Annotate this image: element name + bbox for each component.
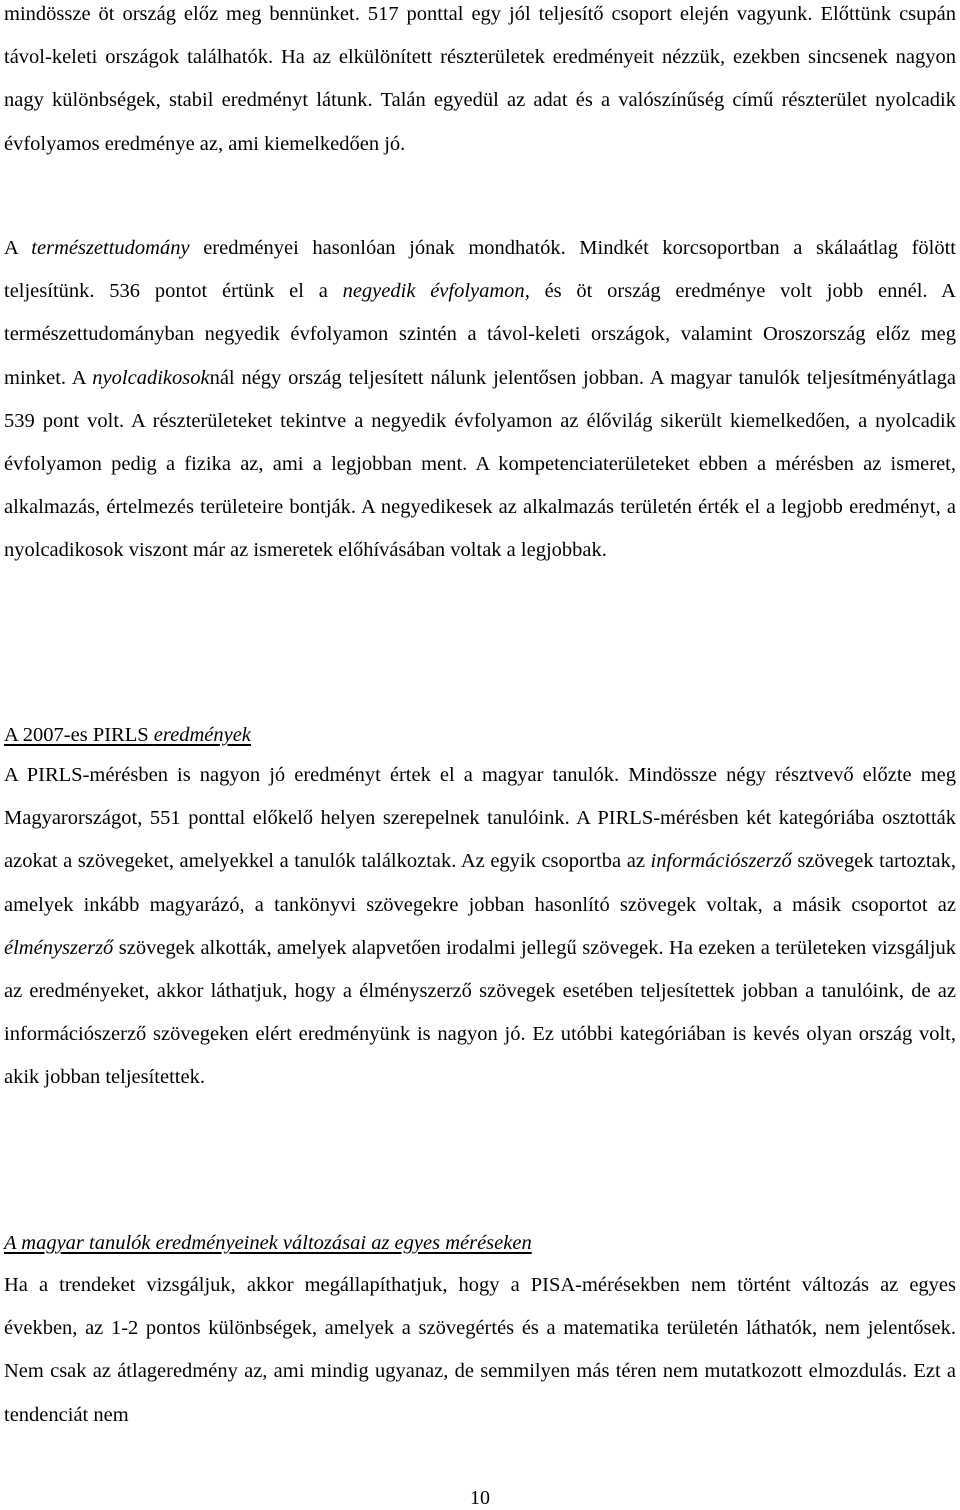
text-run: , és öt ország eredménye volt jobb ennél. A természettudományban negyedik évfolyamon szintén a távol-keleti országok, valamint Oroszország előz meg minket. A (4, 280, 956, 389)
text-run: szövegek tartoztak, amelyek inkább magyarázó, a tankönyvi szövegekre jobban hasonlító szövegek voltak, a másik csoportot az (4, 850, 957, 916)
paragraph-math-results (4, 0, 956, 166)
text-run: A PIRLS-mérésben is nagyon jó eredményt értek el a magyar tanulók. Mindössze négy résztvevő előzte meg Magyarországot, 551 ponttal előkelő helyen szerepelnek tanulóink. A PIRLS-mérésben két kategóriába osztották azokat a szövegeket, amelyekkel a tanulók találkoztak. Az egyik csoportba az (4, 764, 956, 873)
paragraph-text: Ha a trendeket vizsgáljuk, akkor megállapíthatjuk, hogy a PISA-mérésekben nem történt változás az egyes években, az 1-2 pontos különbségek, amelyek a szövegértés és a matematika területén láthatók, nem jelentősek. Nem csak az átlageredmény az, ami mindig ugyanaz, de semmilyen más téren nem mutatkozott elmozdulás. Ezt a tendenciát nem (4, 1274, 956, 1426)
text-run: nál négy ország teljesített nálunk jelentősen jobban. A magyar tanulók teljesítményátlaga 539 pont volt. A részterületeket tekintve a negyedik évfolyamon az élővilág sikerült kiemelkedően, a nyolcadik évfolyamon pedig a fizika az, ami a legjobban ment. A kompetenciaterületeket ebben a mérésben az ismeret, alkalmazás, értelmezés területeire bontják. A negyedikesek az alkalmazás területén érték el a legjobb eredményt, a nyolcadikosok viszont már az ismeretek előhívásában voltak a legjobbak. (4, 366, 956, 562)
section-heading-pirls (4, 720, 956, 750)
text-run: eredményei hasonlóan jónak mondhatók. Mindkét korcsoportban a skálaátlag fölött teljesítünk. 536 pontot értünk el a (4, 237, 956, 303)
text-run: szövegek alkották, amelyek alapvetően irodalmi jellegű szövegek. Ha ezeken a területeken vizsgáljuk az eredményeket, akkor láthatjuk, hogy a élményszerző szövegek esetében teljesítettek jobban a tanulóink, de az információszerző szövegeken elért eredményünk is nagyon jó. Ez utóbbi kategóriában is kevés olyan ország volt, akik jobban teljesítettek. (4, 936, 956, 1089)
italic-term-eighth-graders: nyolcadikosok (92, 366, 210, 389)
italic-term-science: természettudomány (31, 237, 190, 259)
italic-term-fourth-grade: negyedik évfolyamon (342, 280, 525, 303)
page-number: 10 (470, 1487, 490, 1509)
paragraph-trends (4, 1264, 956, 1437)
text-run: A (4, 237, 32, 259)
heading-text: A 2007-es PIRLS (4, 724, 154, 746)
paragraph-text: mindössze öt ország előz meg bennünket. 517 ponttal egy jól teljesítő csoport elején vagyunk. Előttünk csupán távol-keleti országok találhatók. Ha az elkülönített részterületek eredményeit nézzük, ezekben sincsenek nagyon nagy különbségek, stabil eredményt látunk. Talán egyedül az adat és a valószínűség című részterület nyolcadik évfolyamos eredménye az, ami kiemelkedően jó. (4, 3, 956, 155)
heading-text: A magyar tanulók eredményeinek változásai az egyes méréseken (4, 1232, 532, 1254)
paragraph-science-results (4, 227, 956, 573)
italic-term-informational: információszerző (650, 850, 792, 873)
section-heading-trends (4, 1228, 956, 1258)
heading-italic-text: eredmények (153, 724, 251, 746)
paragraph-pirls-results (4, 754, 956, 1100)
italic-term-literary: élményszerző (4, 936, 114, 959)
